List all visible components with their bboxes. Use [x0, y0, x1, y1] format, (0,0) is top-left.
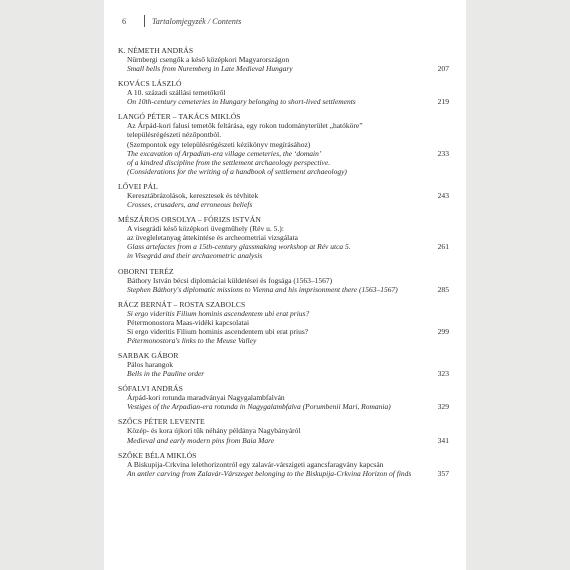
- toc-page-number: 299: [437, 326, 449, 336]
- header-title: Tartalomjegyzék / Contents: [152, 16, 242, 26]
- toc-author: SZŐKE BÉLA MIKLÓS: [118, 450, 197, 460]
- toc-title-block: [118, 121, 423, 176]
- toc-author: SZŐCS PÉTER LEVENTE: [118, 417, 205, 427]
- toc-page-number: 243: [437, 190, 449, 200]
- toc-title-hungarian: A visegrádi késő középkori üvegműhely (Rév u. 5.):: [127, 224, 284, 234]
- toc-title-block: [118, 393, 423, 411]
- toc-title-block: [118, 224, 423, 260]
- toc-title-block: [118, 276, 423, 294]
- toc-entry[interactable]: [118, 215, 452, 260]
- toc-entry[interactable]: [118, 300, 452, 345]
- toc-title-block: [118, 309, 423, 345]
- toc-page-number: 233: [437, 148, 449, 158]
- toc-author: SARBAK GÁBOR: [118, 351, 179, 361]
- toc-entry[interactable]: [118, 384, 452, 411]
- toc-title-block: [118, 88, 423, 106]
- toc-title-hungarian: Közép- és kora újkori tűk néhány példánya Nagybányáról: [127, 426, 301, 436]
- toc-title-english: Si ergo videritis Filium hominis ascendentem ubi erat prius?: [127, 308, 310, 318]
- toc-title-english: The excavation of Arpadian-era village cemeteries, the ‘domain’: [127, 148, 322, 158]
- toc-entry[interactable]: [118, 267, 452, 294]
- toc-author: LŐVEI PÁL: [118, 181, 158, 191]
- toc-author: KOVÁCS LÁSZLÓ: [118, 79, 182, 89]
- toc-title-hungarian: A 10. századi szállási temetőkről: [127, 88, 226, 98]
- toc-entry[interactable]: [118, 46, 452, 73]
- toc-title-english: Glass artefactes from a 15th-century glassmaking workshop at Rév utca 5.: [127, 242, 351, 252]
- toc-title-hungarian: A Biskupija-Crkvina lelethorizontról egy zalavár-várszigeti agancsfaragvány kapcsán: [127, 459, 384, 469]
- toc-author: OBORNI TERÉZ: [118, 266, 174, 276]
- table-of-contents: [118, 46, 452, 484]
- toc-title-hungarian: az üvegleletanyag áttekintése és archeometriai vizsgálata: [127, 233, 298, 243]
- toc-title-hungarian: Si ergo videritis Filium hominis ascendentem ubi erat prius?: [127, 326, 309, 336]
- toc-title-english: On 10th-century cemeteries in Hungary belonging to short-lived settlements: [127, 97, 356, 107]
- toc-title-english: (Considerations for the writing of a handbook of settlement archaeology): [127, 166, 347, 176]
- toc-title-hungarian: Báthory István bécsi diplomáciai küldetései és fogsága (1563–1567): [127, 275, 333, 285]
- page-number: 6: [122, 16, 127, 26]
- toc-title-english: Stephen Báthory's diplomatic missions to Vienna and his imprisonment there (1563–1567): [127, 284, 398, 294]
- toc-page-number: 357: [437, 468, 449, 478]
- toc-author: LANGÓ PÉTER – TAKÁCS MIKLÓS: [118, 112, 241, 122]
- toc-author: SÓFALVI ANDRÁS: [118, 384, 183, 394]
- toc-title-english: of a kindred discipline from the settlement archaeology perspective.: [127, 157, 331, 167]
- toc-title-hungarian: Nürnbergi csengők a késő középkori Magyarországon: [127, 55, 290, 64]
- toc-title-block: [118, 191, 423, 209]
- toc-title-block: [118, 55, 423, 73]
- toc-title-hungarian: Pétermonostora Maas-vidéki kapcsolatai: [127, 317, 250, 327]
- toc-title-english: Pétermonostora's links to the Meuse Valley: [127, 335, 257, 345]
- toc-author: MÉSZÁROS ORSOLYA – FÓRIZS ISTVÁN: [118, 215, 261, 225]
- header-divider: [144, 15, 145, 27]
- toc-title-english: Bells in the Pauline order: [127, 369, 205, 379]
- toc-page-number: 219: [437, 97, 449, 107]
- toc-author: RÁCZ BERNÁT – ROSTA SZABOLCS: [118, 299, 246, 309]
- toc-page-number: 329: [437, 402, 449, 412]
- toc-title-hungarian: Keresztábrázolások, keresztesek és tévhitek: [127, 190, 259, 200]
- toc-entry[interactable]: [118, 451, 452, 478]
- toc-title-english: in Visegrád and their archaeometric analysis: [127, 251, 263, 261]
- toc-title-hungarian: Pálos harangok: [127, 360, 174, 370]
- toc-page-number: 341: [437, 435, 449, 445]
- toc-page-number: 261: [437, 242, 449, 252]
- toc-entry[interactable]: [118, 79, 452, 106]
- toc-entry[interactable]: [118, 112, 452, 176]
- running-header: [122, 15, 241, 27]
- toc-author: K. NÉMETH ANDRÁS: [118, 46, 194, 55]
- toc-entry[interactable]: [118, 417, 452, 444]
- toc-title-hungarian: (Szempontok egy településrégészeti kézikönyv megírásához): [127, 139, 311, 149]
- toc-title-english: Vestiges of the Arpadian-era rotunda in Nagygalambfalva (Porumbenii Mari, Romania): [127, 402, 391, 412]
- toc-title-english: Medieval and early modern pins from Baia Mare: [127, 435, 275, 445]
- toc-page-number: 207: [437, 64, 449, 74]
- toc-title-hungarian: Árpád-kori rotunda maradványai Nagygalambfalván: [127, 393, 285, 403]
- toc-page-number: 323: [437, 369, 449, 379]
- toc-title-english: An antler carving from Zalavár-Várszeget belonging to the Biskupija-Crkvina Horizon of finds: [127, 468, 412, 478]
- toc-entry[interactable]: [118, 182, 452, 209]
- toc-title-english: Small bells from Nuremberg in Late Medieval Hungary: [127, 64, 293, 74]
- toc-title-block: [118, 426, 423, 444]
- toc-title-hungarian: Az Árpád-kori falusi temetők feltárása, egy rokon tudományterület „hatóköre”: [127, 121, 363, 131]
- toc-title-block: [118, 360, 423, 378]
- toc-page-number: 285: [437, 284, 449, 294]
- toc-title-hungarian: településrégészeti nézőpontból.: [127, 130, 222, 140]
- toc-title-english: Crosses, crusaders, and erroneous beliefs: [127, 200, 253, 210]
- toc-entry[interactable]: [118, 351, 452, 378]
- toc-title-block: [118, 460, 423, 478]
